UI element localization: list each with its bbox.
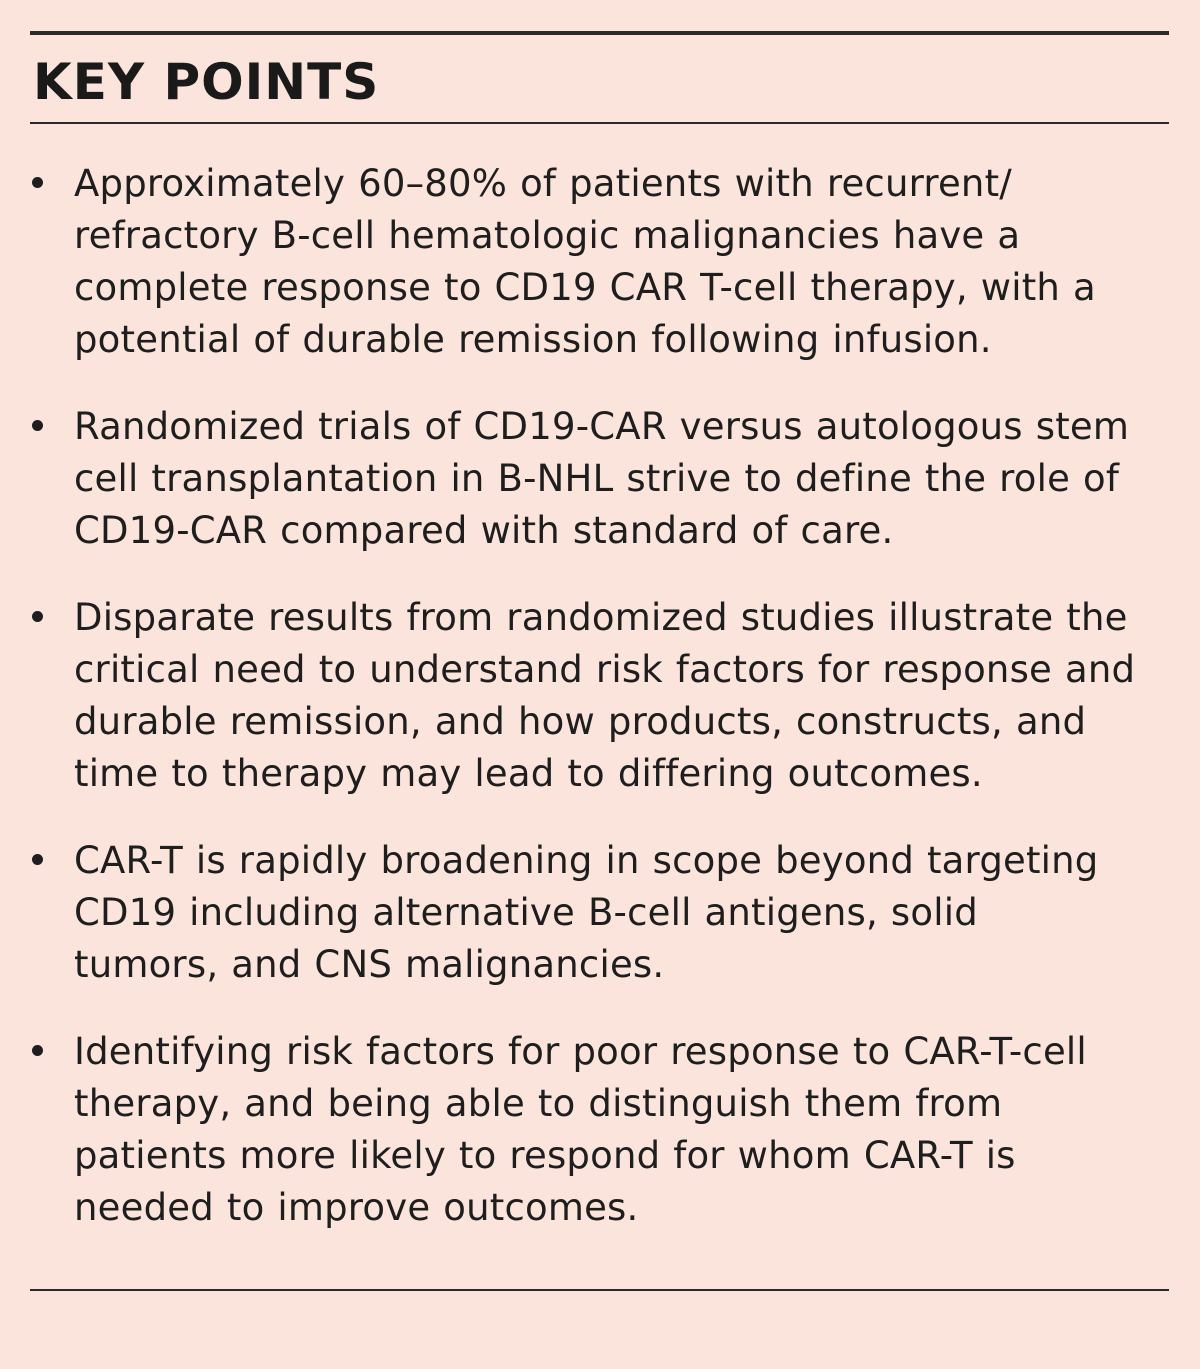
top-rule xyxy=(30,31,1169,35)
key-point-2 xyxy=(30,401,1178,557)
bullet-icon xyxy=(32,1045,43,1056)
key-point-4-line-2: CD19 including alternative B-cell antigens, solid xyxy=(74,891,978,934)
bullet-icon xyxy=(32,611,43,622)
key-point-5 xyxy=(30,1026,1178,1234)
key-point-5-line-4: needed to improve outcomes. xyxy=(74,1186,639,1229)
key-point-1 xyxy=(30,158,1178,366)
key-points-list xyxy=(30,158,1178,1269)
key-point-5-line-2: therapy, and being able to distinguish them from xyxy=(74,1082,1003,1125)
key-point-3-line-4: time to therapy may lead to differing outcomes. xyxy=(74,752,983,795)
key-point-1-line-2: refractory B-cell hematologic malignancies have a xyxy=(74,214,1021,257)
key-point-4-line-1: CAR-T is rapidly broadening in scope beyond targeting xyxy=(74,839,1099,882)
key-point-4 xyxy=(30,835,1178,991)
key-point-5-line-1: Identifying risk factors for poor response to CAR-T-cell xyxy=(74,1030,1087,1073)
heading-rule xyxy=(30,122,1169,124)
key-point-1-line-3: complete response to CD19 CAR T-cell therapy, with a xyxy=(74,266,1096,309)
key-point-2-line-2: cell transplantation in B-NHL strive to define the role of xyxy=(74,457,1120,500)
bullet-icon xyxy=(32,177,43,188)
key-point-2-line-1: Randomized trials of CD19-CAR versus autologous stem xyxy=(74,405,1130,448)
key-point-3-line-3: durable remission, and how products, constructs, and xyxy=(74,700,1087,743)
key-point-4-line-3: tumors, and CNS malignancies. xyxy=(74,943,665,986)
bullet-icon xyxy=(32,854,43,865)
key-point-3 xyxy=(30,592,1178,800)
key-points-heading: KEY POINTS xyxy=(33,53,380,111)
bullet-icon xyxy=(32,420,43,431)
key-point-1-line-4: potential of durable remission following infusion. xyxy=(74,318,992,361)
key-point-5-line-3: patients more likely to respond for whom CAR-T is xyxy=(74,1134,1016,1177)
bottom-rule xyxy=(30,1289,1169,1291)
key-point-3-line-1: Disparate results from randomized studies illustrate the xyxy=(74,596,1128,639)
key-point-2-line-3: CD19-CAR compared with standard of care. xyxy=(74,509,894,552)
key-point-3-line-2: critical need to understand risk factors for response and xyxy=(74,648,1136,691)
key-point-1-line-1: Approximately 60–80% of patients with recurrent/ xyxy=(74,162,1012,205)
